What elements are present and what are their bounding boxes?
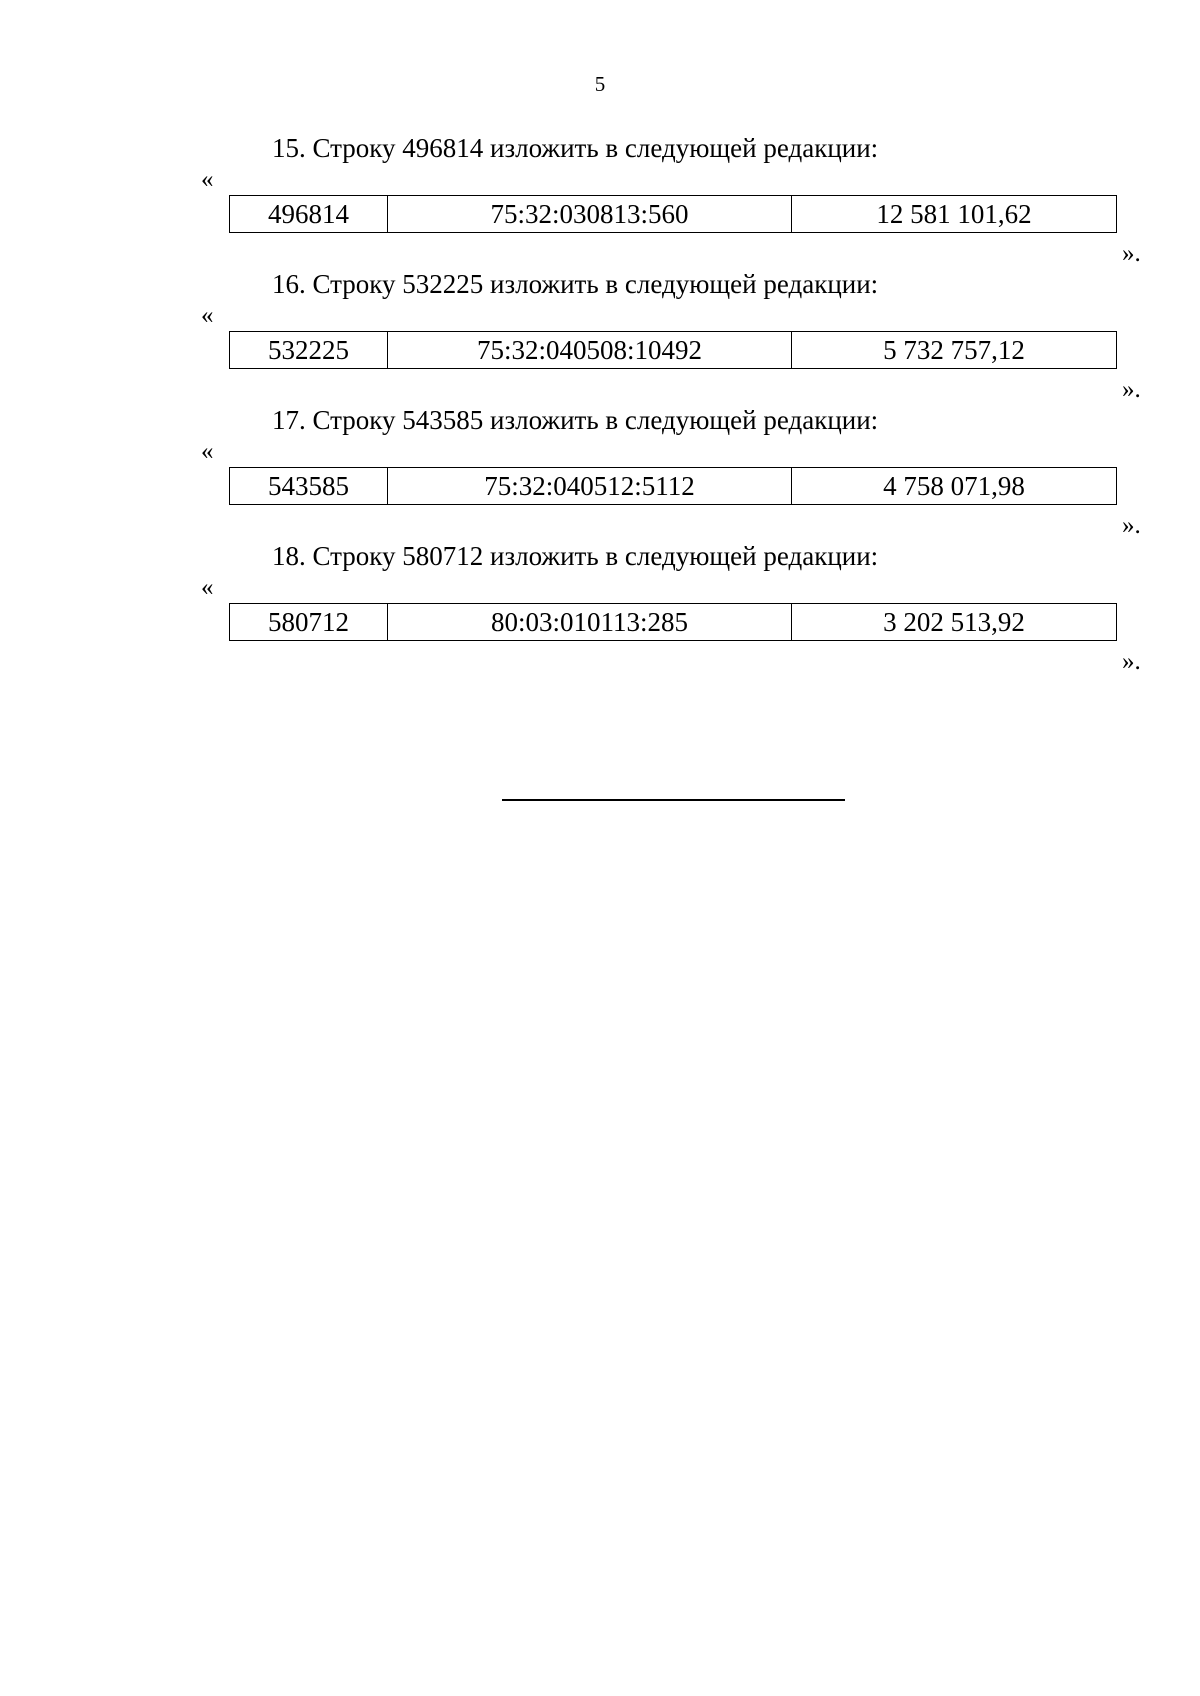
amendment-heading: 15. Строку 496814 изложить в следующей редакции:: [272, 133, 879, 163]
opening-quote: «: [201, 438, 214, 465]
table-row: [230, 468, 1117, 505]
amendment-item-15: [0, 132, 1200, 268]
row-code-cell: 580712: [230, 604, 388, 641]
closing-quote: ».: [1122, 512, 1141, 539]
row-code-cell: 532225: [230, 332, 388, 369]
closing-quote: ».: [1122, 648, 1141, 675]
amendment-heading: 16. Строку 532225 изложить в следующей редакции:: [272, 269, 879, 299]
opening-quote: «: [201, 574, 214, 601]
amendment-table: [229, 195, 1117, 233]
amendment-table: [229, 331, 1117, 369]
value-cell: 4 758 071,98: [792, 468, 1117, 505]
amendment-item-18: [0, 540, 1200, 676]
cadastral-number-cell: 80:03:010113:285: [388, 604, 792, 641]
value-cell: 12 581 101,62: [792, 196, 1117, 233]
closing-quote: ».: [1122, 376, 1141, 403]
cadastral-number-cell: 75:32:040512:5112: [388, 468, 792, 505]
table-row: [230, 332, 1117, 369]
table-row: [230, 196, 1117, 233]
cadastral-number-cell: 75:32:040508:10492: [388, 332, 792, 369]
end-of-document-rule: [502, 799, 845, 801]
opening-quote: «: [201, 302, 214, 329]
amendment-heading: 18. Строку 580712 изложить в следующей редакции:: [272, 541, 879, 571]
amendment-item-17: [0, 404, 1200, 540]
value-cell: 3 202 513,92: [792, 604, 1117, 641]
cadastral-number-cell: 75:32:030813:560: [388, 196, 792, 233]
closing-quote: ».: [1122, 240, 1141, 267]
amendment-table: [229, 467, 1117, 505]
value-cell: 5 732 757,12: [792, 332, 1117, 369]
row-code-cell: 496814: [230, 196, 388, 233]
opening-quote: «: [201, 166, 214, 193]
amendment-item-16: [0, 268, 1200, 404]
amendment-heading: 17. Строку 543585 изложить в следующей редакции:: [272, 405, 879, 435]
table-row: [230, 604, 1117, 641]
row-code-cell: 543585: [230, 468, 388, 505]
amendment-table: [229, 603, 1117, 641]
page-number: 5: [594, 72, 606, 96]
